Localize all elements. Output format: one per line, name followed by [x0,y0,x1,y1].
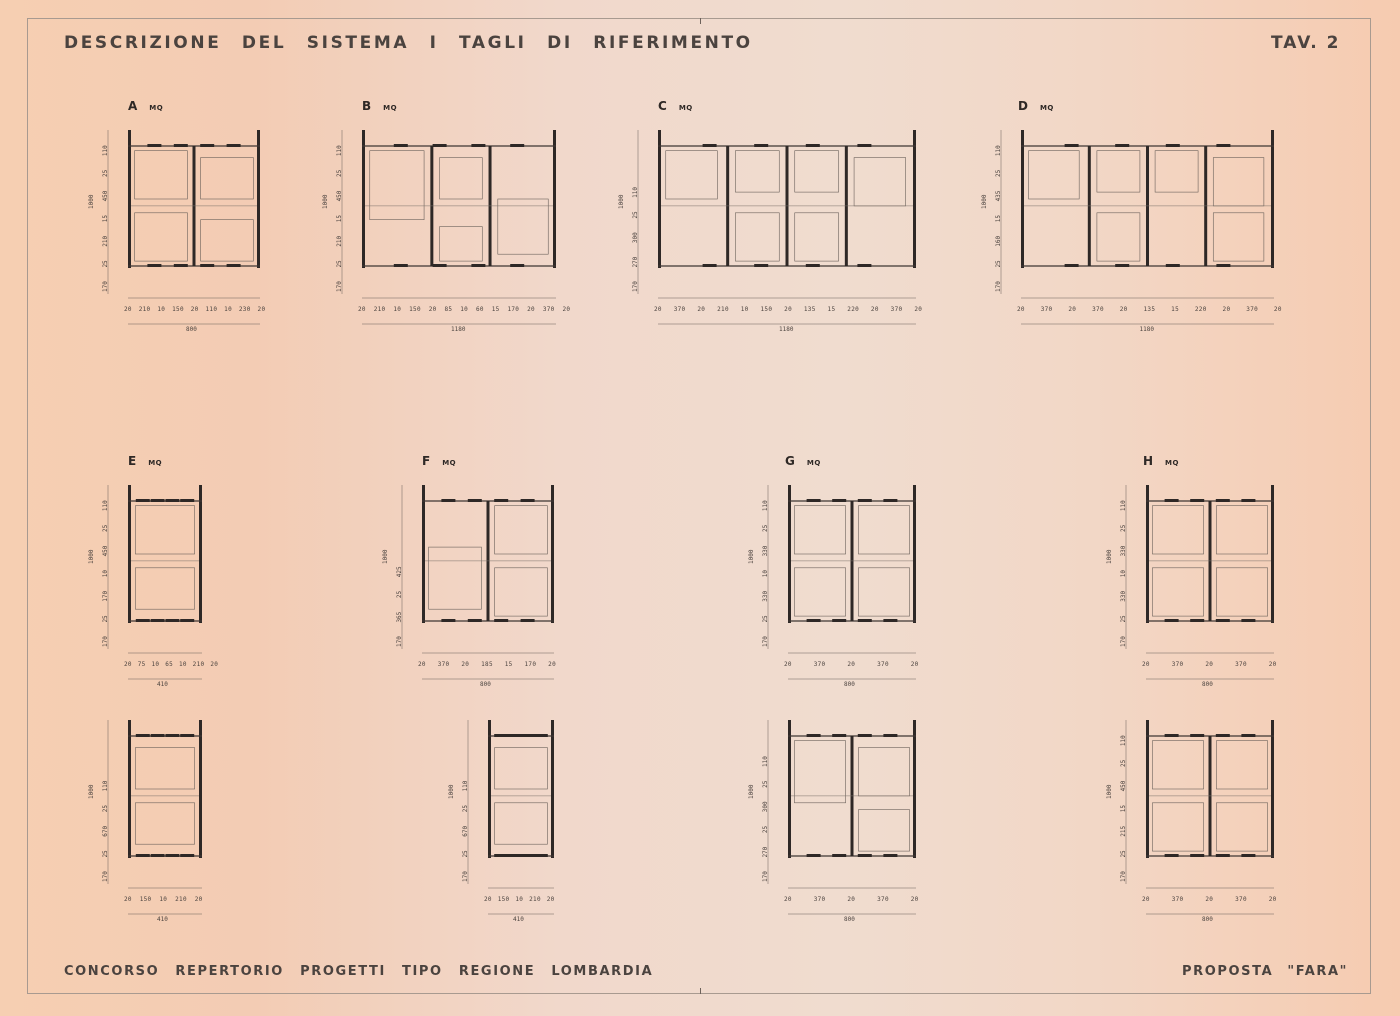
plan-letter [1018,99,1054,113]
window-mark [147,264,161,267]
party-wall-left [788,485,791,623]
plan-depth-dimensions: 170 25 670 25 110 [102,780,109,882]
plan-area-unit: MQ [806,459,821,467]
window-mark [521,619,535,622]
window-mark [883,734,897,737]
plan-total-width: 800 [480,681,491,688]
plan-drawing [422,485,554,623]
plan-letter [658,99,693,113]
plan-drawing [1146,485,1274,623]
room-furniture-outline [1213,213,1264,261]
window-mark [471,264,485,267]
room-furniture-outline [795,151,839,192]
plan-total-depth: 1000 [88,194,95,209]
party-wall-right [1271,485,1274,623]
window-mark [494,499,508,502]
window-mark [1166,264,1180,267]
plan-width-dimensions: 20 370 20 370 20 [784,661,919,668]
room-furniture-outline [429,547,482,609]
window-mark [441,499,455,502]
plan-drawing [788,720,916,858]
plan-letter-text: H [1143,454,1154,468]
plan-drawing [128,130,260,268]
window-mark [151,499,165,502]
plan-area-unit: MQ [442,459,457,467]
window-mark [1190,619,1204,622]
window-mark [494,854,508,857]
floor-plan-variant [128,720,202,858]
plan-letter [362,99,397,113]
plan-drawing [1146,720,1274,858]
party-wall-left [128,485,131,623]
window-mark [200,144,214,147]
room-furniture-outline [495,748,548,789]
plan-total-width: 800 [186,326,197,333]
plan-depth-dimensions: 170 25 170 10 450 25 110 [102,500,109,647]
window-mark [1165,854,1179,857]
window-mark [510,144,524,147]
plan-width-dimensions: 20 370 20 370 20 [1142,896,1277,903]
window-mark [857,264,871,267]
window-mark [227,144,241,147]
window-mark [857,144,871,147]
floor-plan-d [1021,130,1274,268]
window-mark [832,734,846,737]
window-mark [136,499,150,502]
plan-width-dimensions: 20 210 10 150 20 110 10 230 20 [124,306,266,313]
room-furniture-outline [201,220,254,261]
room-furniture-outline [794,506,845,554]
room-furniture-outline [795,213,839,261]
window-mark [165,854,179,857]
room-furniture-outline [1213,158,1264,206]
plan-area-unit: MQ [383,104,398,112]
window-mark [703,264,717,267]
room-furniture-outline [858,506,909,554]
party-wall-left [362,130,365,268]
party-wall-right [913,130,916,268]
plan-width-dimensions: 20 75 10 65 10 210 20 [124,661,219,668]
window-mark [832,499,846,502]
plan-width-dimensions: 20 370 20 210 10 150 20 135 15 220 20 370 20 [654,306,923,313]
window-mark [832,619,846,622]
window-mark [832,854,846,857]
proposal-caption: PROPOSTA "FARA" [1182,964,1349,979]
party-wall-right [913,720,916,858]
window-mark [1165,499,1179,502]
room-furniture-outline [1097,151,1140,192]
plan-area-unit: MQ [1039,104,1054,112]
plan-drawing [788,485,916,623]
window-mark [1216,264,1230,267]
plan-total-depth: 1000 [322,194,329,209]
plan-area-unit: MQ [678,104,693,112]
plan-area-unit: MQ [1165,459,1179,467]
window-mark [180,734,194,737]
room-furniture-outline [1029,151,1080,199]
party-wall-right [1271,130,1274,268]
party-wall-left [1021,130,1024,268]
room-furniture-outline [1152,741,1203,789]
plan-total-width: 800 [1202,916,1213,923]
window-mark [521,499,535,502]
room-furniture-outline [1152,506,1203,554]
window-mark [165,499,179,502]
party-wall-right [199,485,202,623]
window-mark [883,499,897,502]
window-mark [1165,734,1179,737]
window-mark [858,854,872,857]
sheet-title: DESCRIZIONE DEL SISTEMA I TAGLI DI RIFERIMENTO [64,33,753,53]
window-mark [174,144,188,147]
plan-drawing [362,130,556,268]
window-mark [1166,144,1180,147]
party-wall-right [553,130,556,268]
room-furniture-outline [858,810,909,851]
window-mark [858,499,872,502]
room-furniture-outline [135,506,194,554]
room-furniture-outline [440,227,483,262]
plan-letter-text: B [362,99,372,113]
plan-depth-dimensions: 170 270 25 300 25 110 [762,756,769,882]
window-mark [807,619,821,622]
window-mark [1216,734,1230,737]
room-furniture-outline [1155,151,1198,192]
window-mark [471,144,485,147]
window-mark [1115,144,1129,147]
window-mark [136,734,150,737]
plan-width-dimensions: 20 370 20 370 20 135 15 220 20 370 20 [1017,306,1282,313]
window-mark [433,144,447,147]
plan-width-dimensions: 20 210 10 150 20 85 10 60 15 170 20 370 20 [358,306,571,313]
window-mark [806,144,820,147]
party-wall-left [128,130,131,268]
plan-drawing [1021,130,1274,268]
window-mark [468,499,482,502]
plan-total-depth: 1000 [448,784,455,799]
window-mark [1065,264,1079,267]
floor-plan-a [128,130,260,268]
window-mark [227,264,241,267]
window-mark [1241,619,1255,622]
floor-plan-variant [488,720,554,858]
plan-total-depth: 1000 [88,549,95,564]
room-furniture-outline [1216,741,1267,789]
window-mark [807,499,821,502]
window-mark [754,144,768,147]
plan-width-dimensions: 20 150 10 210 20 [484,896,555,903]
room-furniture-outline [201,158,254,199]
plan-letter [128,454,162,468]
plan-depth-dimensions: 170 270 300 25 110 [632,186,639,292]
window-mark [1216,619,1230,622]
plan-letter-text: E [128,454,137,468]
plan-letter-text: D [1018,99,1028,113]
plan-letter [128,99,163,113]
party-wall-left [788,720,791,858]
room-furniture-outline [135,151,188,199]
room-furniture-outline [1097,213,1140,261]
plan-area-unit: MQ [148,459,163,467]
plan-width-dimensions: 20 370 20 370 20 [784,896,919,903]
party-wall-right [199,720,202,858]
window-mark [754,264,768,267]
party-wall-left [488,720,491,858]
plan-letter-text: C [658,99,667,113]
plan-total-depth: 1000 [748,549,755,564]
room-furniture-outline [1152,568,1203,616]
window-mark [151,854,165,857]
window-mark [151,619,165,622]
room-furniture-outline [735,213,779,261]
floor-plan-c [658,130,916,268]
window-mark [147,144,161,147]
plan-letter-text: F [422,454,431,468]
plan-total-depth: 1000 [1106,549,1113,564]
window-mark [1190,734,1204,737]
party-wall-left [1146,485,1149,623]
plan-area-unit: MQ [149,104,164,112]
window-mark [1241,734,1255,737]
window-mark [180,619,194,622]
window-mark [494,619,508,622]
plan-drawing [488,720,554,858]
window-mark [165,734,179,737]
plan-total-depth: 1000 [748,784,755,799]
window-mark [180,499,194,502]
party-wall-right [257,130,260,268]
room-furniture-outline [370,151,424,220]
room-furniture-outline [495,568,548,616]
room-furniture-outline [854,158,906,206]
plan-depth-dimensions: 170 25 670 25 110 [462,780,469,882]
party-wall-left [658,130,661,268]
window-mark [136,619,150,622]
window-mark [883,619,897,622]
floor-plan-h [1146,485,1274,623]
plan-letter-text: A [128,99,138,113]
room-furniture-outline [135,568,194,609]
room-furniture-outline [498,199,548,254]
floor-plan-e [128,485,202,623]
room-furniture-outline [858,568,909,616]
party-wall-right [551,720,554,858]
plan-total-depth: 1000 [981,194,988,209]
plan-depth-dimensions: 170 25 210 15 450 25 110 [336,145,343,292]
window-mark [165,619,179,622]
plan-total-width: 1180 [779,326,794,333]
plan-depth-dimensions: 170 25 210 15 450 25 110 [102,145,109,292]
window-mark [1190,854,1204,857]
window-mark [534,734,548,737]
floor-plan-f [422,485,554,623]
plan-letter [785,454,821,468]
window-mark [510,264,524,267]
party-wall-right [1271,720,1274,858]
plan-letter-text: G [785,454,795,468]
room-furniture-outline [1216,803,1267,851]
window-mark [1115,264,1129,267]
window-mark [858,619,872,622]
window-mark [883,854,897,857]
room-furniture-outline [1216,568,1267,616]
window-mark [180,854,194,857]
plan-total-width: 410 [157,916,168,923]
room-furniture-outline [1152,803,1203,851]
room-furniture-outline [1216,506,1267,554]
plan-total-width: 410 [157,681,168,688]
plan-width-dimensions: 20 370 20 370 20 [1142,661,1277,668]
plan-drawing [128,720,202,858]
room-furniture-outline [666,151,718,199]
plan-letter [422,454,456,468]
room-furniture-outline [495,803,548,844]
window-mark [521,854,535,857]
room-furniture-outline [794,741,845,803]
window-mark [1065,144,1079,147]
room-furniture-outline [495,506,548,554]
room-furniture-outline [135,803,194,844]
window-mark [441,619,455,622]
floor-plan-variant [1146,720,1274,858]
plan-width-dimensions: 20 150 10 210 20 [124,896,203,903]
window-mark [494,734,508,737]
plan-total-width: 800 [1202,681,1213,688]
window-mark [394,264,408,267]
party-wall-left [128,720,131,858]
window-mark [807,734,821,737]
window-mark [1216,854,1230,857]
plan-total-width: 1180 [1139,326,1154,333]
plate-number: TAV. 2 [1271,33,1341,53]
window-mark [1216,499,1230,502]
window-mark [1216,144,1230,147]
party-wall-left [1146,720,1149,858]
party-wall-right [913,485,916,623]
window-mark [807,854,821,857]
window-mark [136,854,150,857]
floor-plan-g [788,485,916,623]
room-furniture-outline [135,213,188,261]
plan-total-depth: 1000 [88,784,95,799]
competition-caption: CONCORSO REPERTORIO PROGETTI TIPO REGIONE LOMBARDIA [64,964,654,979]
window-mark [1241,499,1255,502]
party-wall-left [422,485,425,623]
plan-width-dimensions: 20 370 20 185 15 170 20 [418,661,556,668]
plan-total-depth: 1000 [382,549,389,564]
window-mark [521,734,535,737]
window-mark [806,264,820,267]
window-mark [858,734,872,737]
window-mark [174,264,188,267]
plan-depth-dimensions: 170 25 215 15 450 25 110 [1120,735,1127,882]
plan-total-width: 1180 [451,326,466,333]
window-mark [200,264,214,267]
plan-depth-dimensions: 170 25 330 10 330 25 110 [1120,500,1127,647]
center-mark-bottom [700,988,701,994]
floor-plan-variant [788,720,916,858]
plan-drawing [658,130,916,268]
plan-total-width: 800 [844,681,855,688]
plan-depth-dimensions: 170 365 25 425 [396,566,403,647]
window-mark [433,264,447,267]
room-furniture-outline [135,748,194,789]
plan-total-width: 800 [844,916,855,923]
plan-drawing [128,485,202,623]
plan-letter [1143,454,1179,468]
window-mark [151,734,165,737]
plan-depth-dimensions: 170 25 330 10 330 25 110 [762,500,769,647]
window-mark [1165,619,1179,622]
plan-total-width: 410 [513,916,524,923]
plan-total-depth: 1000 [1106,784,1113,799]
room-furniture-outline [794,568,845,616]
window-mark [507,854,521,857]
window-mark [1241,854,1255,857]
floor-plan-b [362,130,556,268]
window-mark [534,854,548,857]
window-mark [507,734,521,737]
party-wall-right [551,485,554,623]
center-mark-top [700,18,701,24]
room-furniture-outline [735,151,779,192]
plan-total-depth: 1000 [618,194,625,209]
window-mark [468,619,482,622]
window-mark [703,144,717,147]
room-furniture-outline [440,158,483,199]
window-mark [394,144,408,147]
plan-depth-dimensions: 170 25 160 15 435 25 110 [995,145,1002,292]
window-mark [1190,499,1204,502]
room-furniture-outline [858,748,909,796]
